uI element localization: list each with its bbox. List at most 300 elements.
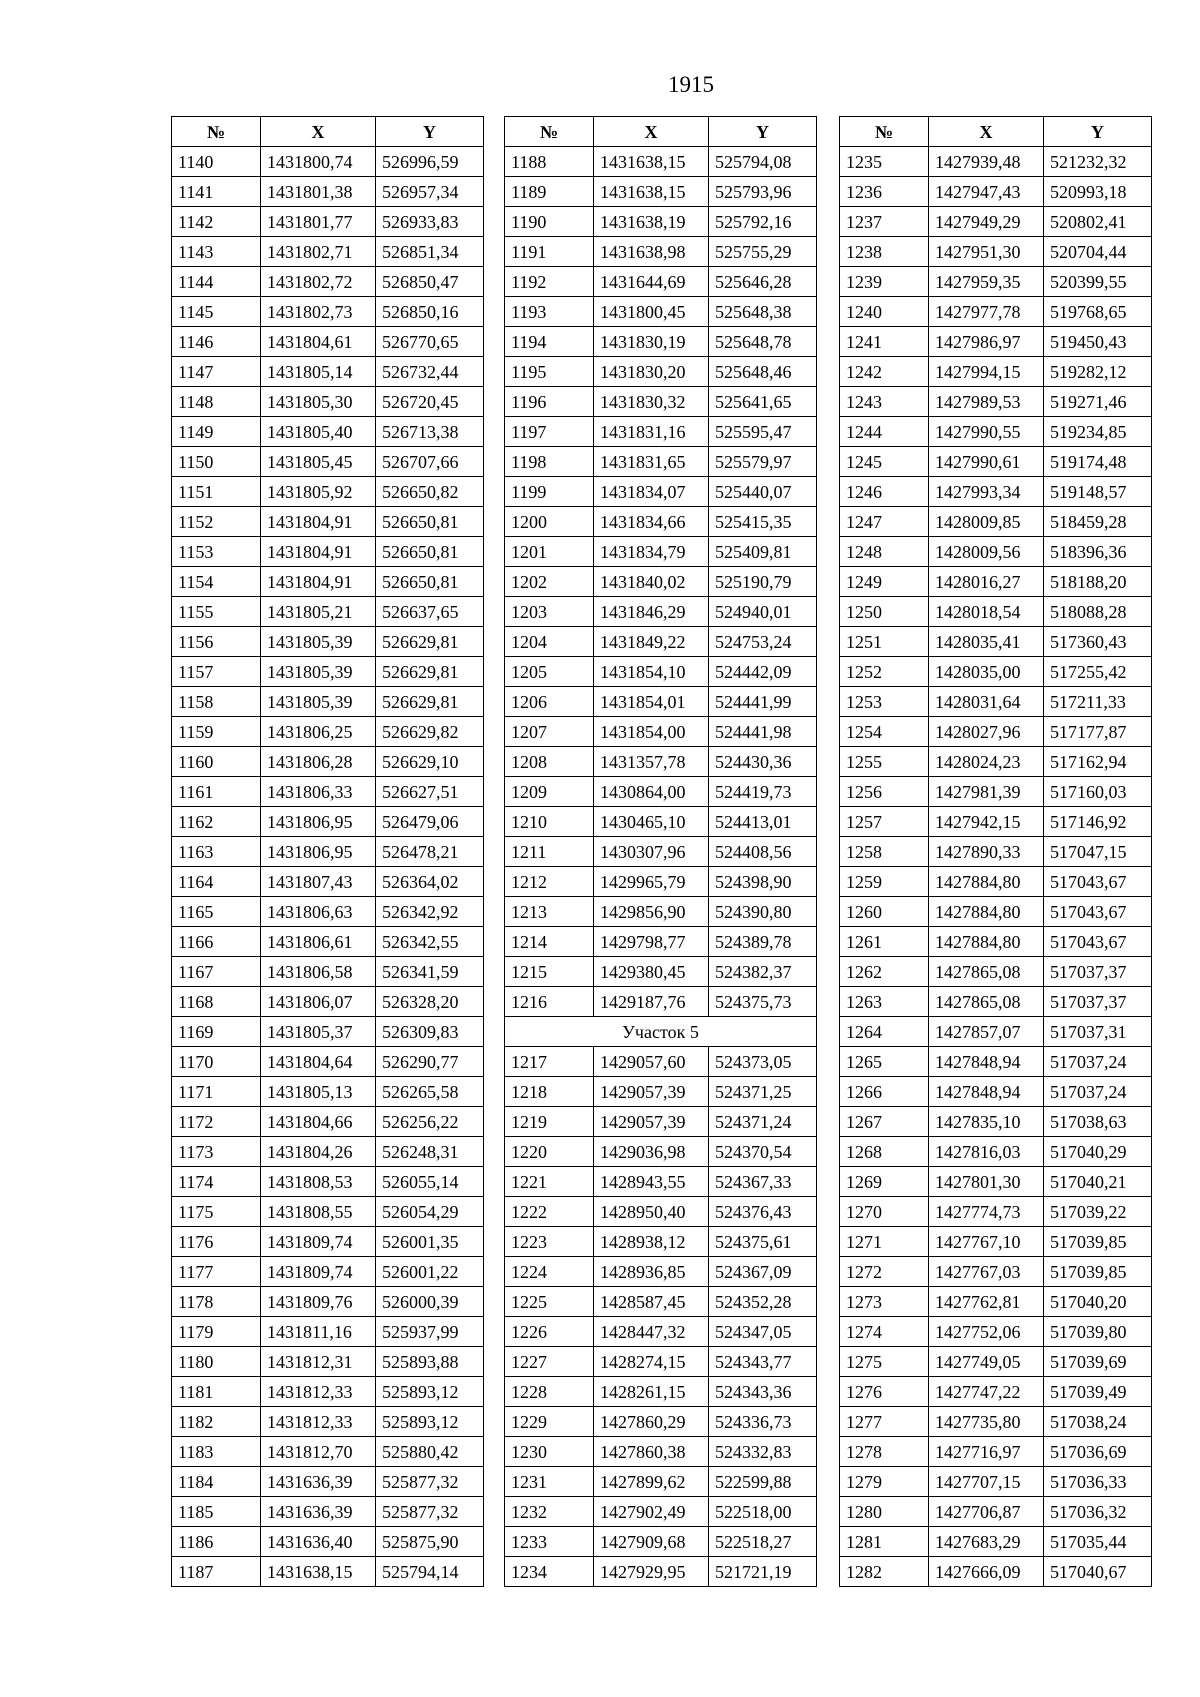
x-coordinate-cell: 1429057,39 <box>594 1077 709 1107</box>
coordinates-table-1 <box>171 116 484 1587</box>
y-coordinate-cell: 517037,37 <box>1044 987 1152 1017</box>
point-number-cell: 1162 <box>172 807 261 837</box>
point-number-cell: 1214 <box>505 927 594 957</box>
table-row <box>172 1167 484 1197</box>
table-row <box>505 927 817 957</box>
x-coordinate-cell: 1428261,15 <box>594 1377 709 1407</box>
table-row <box>172 177 484 207</box>
y-coordinate-cell: 525893,12 <box>376 1407 484 1437</box>
x-coordinate-cell: 1431846,29 <box>594 597 709 627</box>
y-coordinate-cell: 526650,81 <box>376 507 484 537</box>
point-number-cell: 1188 <box>505 147 594 177</box>
x-coordinate-cell: 1431638,15 <box>594 147 709 177</box>
table-row <box>505 897 817 927</box>
y-coordinate-cell: 521232,32 <box>1044 147 1152 177</box>
y-coordinate-cell: 526851,34 <box>376 237 484 267</box>
x-coordinate-cell: 1431854,00 <box>594 717 709 747</box>
table-row <box>840 1257 1152 1287</box>
point-number-cell: 1146 <box>172 327 261 357</box>
point-number-cell: 1233 <box>505 1527 594 1557</box>
x-coordinate-cell: 1431812,33 <box>261 1377 376 1407</box>
point-number-cell: 1258 <box>840 837 929 867</box>
x-coordinate-cell: 1431807,43 <box>261 867 376 897</box>
x-coordinate-cell: 1431806,95 <box>261 837 376 867</box>
x-coordinate-cell: 1427993,34 <box>929 477 1044 507</box>
table-row <box>505 1377 817 1407</box>
point-number-cell: 1184 <box>172 1467 261 1497</box>
point-number-cell: 1280 <box>840 1497 929 1527</box>
x-coordinate-cell: 1431830,32 <box>594 387 709 417</box>
coordinates-table-3 <box>839 116 1152 1587</box>
table-row <box>172 417 484 447</box>
y-coordinate-cell: 526629,81 <box>376 657 484 687</box>
table-row <box>172 837 484 867</box>
page-number: 1915 <box>668 72 714 97</box>
y-coordinate-cell: 525794,08 <box>709 147 817 177</box>
table-row <box>172 327 484 357</box>
header-number: № <box>505 117 594 147</box>
x-coordinate-cell: 1428035,00 <box>929 657 1044 687</box>
point-number-cell: 1271 <box>840 1227 929 1257</box>
table-row <box>840 837 1152 867</box>
x-coordinate-cell: 1431809,74 <box>261 1257 376 1287</box>
x-coordinate-cell: 1431854,01 <box>594 687 709 717</box>
point-number-cell: 1197 <box>505 417 594 447</box>
y-coordinate-cell: 525893,88 <box>376 1347 484 1377</box>
y-coordinate-cell: 524373,05 <box>709 1047 817 1077</box>
table-row <box>840 1347 1152 1377</box>
x-coordinate-cell: 1431806,07 <box>261 987 376 1017</box>
point-number-cell: 1267 <box>840 1107 929 1137</box>
point-number-cell: 1144 <box>172 267 261 297</box>
x-coordinate-cell: 1431806,28 <box>261 747 376 777</box>
table-row <box>505 417 817 447</box>
table-row <box>172 807 484 837</box>
header-x: X <box>594 117 709 147</box>
table-row <box>505 1107 817 1137</box>
table-row <box>505 1077 817 1107</box>
point-number-cell: 1240 <box>840 297 929 327</box>
header-x: X <box>261 117 376 147</box>
point-number-cell: 1261 <box>840 927 929 957</box>
table-row <box>172 297 484 327</box>
table-row <box>172 1497 484 1527</box>
x-coordinate-cell: 1428009,56 <box>929 537 1044 567</box>
table-row <box>172 1287 484 1317</box>
y-coordinate-cell: 517039,85 <box>1044 1257 1152 1287</box>
x-coordinate-cell: 1430465,10 <box>594 807 709 837</box>
x-coordinate-cell: 1427977,78 <box>929 297 1044 327</box>
point-number-cell: 1178 <box>172 1287 261 1317</box>
point-number-cell: 1260 <box>840 897 929 927</box>
x-coordinate-cell: 1427951,30 <box>929 237 1044 267</box>
point-number-cell: 1161 <box>172 777 261 807</box>
table-row <box>840 327 1152 357</box>
table-row <box>172 867 484 897</box>
y-coordinate-cell: 525190,79 <box>709 567 817 597</box>
x-coordinate-cell: 1427884,80 <box>929 867 1044 897</box>
x-coordinate-cell: 1427942,15 <box>929 807 1044 837</box>
x-coordinate-cell: 1431638,98 <box>594 237 709 267</box>
x-coordinate-cell: 1429187,76 <box>594 987 709 1017</box>
x-coordinate-cell: 1427683,29 <box>929 1527 1044 1557</box>
y-coordinate-cell: 524413,01 <box>709 807 817 837</box>
x-coordinate-cell: 1427835,10 <box>929 1107 1044 1137</box>
point-number-cell: 1225 <box>505 1287 594 1317</box>
point-number-cell: 1207 <box>505 717 594 747</box>
y-coordinate-cell: 517040,21 <box>1044 1167 1152 1197</box>
y-coordinate-cell: 525648,78 <box>709 327 817 357</box>
x-coordinate-cell: 1431804,66 <box>261 1107 376 1137</box>
x-coordinate-cell: 1427865,08 <box>929 957 1044 987</box>
y-coordinate-cell: 526001,35 <box>376 1227 484 1257</box>
x-coordinate-cell: 1427767,03 <box>929 1257 1044 1287</box>
point-number-cell: 1198 <box>505 447 594 477</box>
point-number-cell: 1145 <box>172 297 261 327</box>
x-coordinate-cell: 1431805,39 <box>261 657 376 687</box>
y-coordinate-cell: 517039,69 <box>1044 1347 1152 1377</box>
point-number-cell: 1272 <box>840 1257 929 1287</box>
x-coordinate-cell: 1429036,98 <box>594 1137 709 1167</box>
x-coordinate-cell: 1431805,92 <box>261 477 376 507</box>
y-coordinate-cell: 524940,01 <box>709 597 817 627</box>
table-row <box>505 1437 817 1467</box>
table-row <box>505 1287 817 1317</box>
y-coordinate-cell: 524390,80 <box>709 897 817 927</box>
table-row <box>840 1167 1152 1197</box>
x-coordinate-cell: 1427949,29 <box>929 207 1044 237</box>
y-coordinate-cell: 526341,59 <box>376 957 484 987</box>
x-coordinate-cell: 1431812,33 <box>261 1407 376 1437</box>
section-title: Участок 5 <box>505 1017 817 1047</box>
table-row <box>840 1467 1152 1497</box>
table-row <box>840 1227 1152 1257</box>
y-coordinate-cell: 525755,29 <box>709 237 817 267</box>
table-row <box>505 477 817 507</box>
point-number-cell: 1216 <box>505 987 594 1017</box>
point-number-cell: 1170 <box>172 1047 261 1077</box>
point-number-cell: 1243 <box>840 387 929 417</box>
y-coordinate-cell: 526342,55 <box>376 927 484 957</box>
y-coordinate-cell: 517038,24 <box>1044 1407 1152 1437</box>
point-number-cell: 1153 <box>172 537 261 567</box>
y-coordinate-cell: 517040,29 <box>1044 1137 1152 1167</box>
table-row <box>172 507 484 537</box>
x-coordinate-cell: 1427767,10 <box>929 1227 1044 1257</box>
y-coordinate-cell: 517037,24 <box>1044 1077 1152 1107</box>
y-coordinate-cell: 524398,90 <box>709 867 817 897</box>
x-coordinate-cell: 1429798,77 <box>594 927 709 957</box>
point-number-cell: 1217 <box>505 1047 594 1077</box>
point-number-cell: 1159 <box>172 717 261 747</box>
y-coordinate-cell: 524389,78 <box>709 927 817 957</box>
table-row <box>172 477 484 507</box>
y-coordinate-cell: 526290,77 <box>376 1047 484 1077</box>
point-number-cell: 1165 <box>172 897 261 927</box>
x-coordinate-cell: 1427848,94 <box>929 1077 1044 1107</box>
point-number-cell: 1203 <box>505 597 594 627</box>
x-coordinate-cell: 1431804,64 <box>261 1047 376 1077</box>
table-row <box>172 687 484 717</box>
table-row <box>840 507 1152 537</box>
point-number-cell: 1253 <box>840 687 929 717</box>
y-coordinate-cell: 517043,67 <box>1044 867 1152 897</box>
header-y: Y <box>376 117 484 147</box>
table-row <box>505 1347 817 1377</box>
y-coordinate-cell: 519148,57 <box>1044 477 1152 507</box>
y-coordinate-cell: 524382,37 <box>709 957 817 987</box>
x-coordinate-cell: 1428031,64 <box>929 687 1044 717</box>
y-coordinate-cell: 518396,36 <box>1044 537 1152 567</box>
x-coordinate-cell: 1431831,16 <box>594 417 709 447</box>
point-number-cell: 1252 <box>840 657 929 687</box>
y-coordinate-cell: 524441,98 <box>709 717 817 747</box>
point-number-cell: 1191 <box>505 237 594 267</box>
point-number-cell: 1246 <box>840 477 929 507</box>
y-coordinate-cell: 526342,92 <box>376 897 484 927</box>
header-number: № <box>172 117 261 147</box>
table-row <box>172 987 484 1017</box>
y-coordinate-cell: 525794,14 <box>376 1557 484 1587</box>
point-number-cell: 1204 <box>505 627 594 657</box>
x-coordinate-cell: 1428587,45 <box>594 1287 709 1317</box>
table-row <box>840 867 1152 897</box>
table-row <box>172 1047 484 1077</box>
y-coordinate-cell: 525595,47 <box>709 417 817 447</box>
table-row <box>172 1227 484 1257</box>
y-coordinate-cell: 525409,81 <box>709 537 817 567</box>
point-number-cell: 1279 <box>840 1467 929 1497</box>
table-row <box>840 1017 1152 1047</box>
table-row <box>840 1047 1152 1077</box>
x-coordinate-cell: 1428016,27 <box>929 567 1044 597</box>
x-coordinate-cell: 1431805,14 <box>261 357 376 387</box>
x-coordinate-cell: 1428274,15 <box>594 1347 709 1377</box>
table-row <box>505 807 817 837</box>
y-coordinate-cell: 518188,20 <box>1044 567 1152 597</box>
table-row <box>172 1257 484 1287</box>
x-coordinate-cell: 1427990,61 <box>929 447 1044 477</box>
point-number-cell: 1140 <box>172 147 261 177</box>
point-number-cell: 1220 <box>505 1137 594 1167</box>
y-coordinate-cell: 517037,37 <box>1044 957 1152 987</box>
x-coordinate-cell: 1431834,79 <box>594 537 709 567</box>
table-row <box>505 1407 817 1437</box>
point-number-cell: 1192 <box>505 267 594 297</box>
table-row <box>172 957 484 987</box>
x-coordinate-cell: 1431638,15 <box>261 1557 376 1587</box>
x-coordinate-cell: 1431806,95 <box>261 807 376 837</box>
table-row <box>172 567 484 597</box>
point-number-cell: 1194 <box>505 327 594 357</box>
point-number-cell: 1168 <box>172 987 261 1017</box>
y-coordinate-cell: 517039,22 <box>1044 1197 1152 1227</box>
x-coordinate-cell: 1427749,05 <box>929 1347 1044 1377</box>
header-x: X <box>929 117 1044 147</box>
table-row <box>840 447 1152 477</box>
y-coordinate-cell: 526629,82 <box>376 717 484 747</box>
point-number-cell: 1238 <box>840 237 929 267</box>
point-number-cell: 1181 <box>172 1377 261 1407</box>
table-row <box>505 267 817 297</box>
y-coordinate-cell: 526720,45 <box>376 387 484 417</box>
point-number-cell: 1189 <box>505 177 594 207</box>
point-number-cell: 1266 <box>840 1077 929 1107</box>
y-coordinate-cell: 526629,10 <box>376 747 484 777</box>
x-coordinate-cell: 1431808,55 <box>261 1197 376 1227</box>
point-number-cell: 1281 <box>840 1527 929 1557</box>
table-row <box>840 597 1152 627</box>
x-coordinate-cell: 1431806,33 <box>261 777 376 807</box>
x-coordinate-cell: 1431638,15 <box>594 177 709 207</box>
x-coordinate-cell: 1427801,30 <box>929 1167 1044 1197</box>
table-row <box>172 237 484 267</box>
x-coordinate-cell: 1427929,95 <box>594 1557 709 1587</box>
y-coordinate-cell: 524371,25 <box>709 1077 817 1107</box>
table-row <box>840 747 1152 777</box>
x-coordinate-cell: 1431636,39 <box>261 1467 376 1497</box>
x-coordinate-cell: 1427860,29 <box>594 1407 709 1437</box>
x-coordinate-cell: 1428024,23 <box>929 747 1044 777</box>
table-row <box>172 1197 484 1227</box>
point-number-cell: 1199 <box>505 477 594 507</box>
y-coordinate-cell: 525646,28 <box>709 267 817 297</box>
point-number-cell: 1256 <box>840 777 929 807</box>
y-coordinate-cell: 517043,67 <box>1044 897 1152 927</box>
point-number-cell: 1175 <box>172 1197 261 1227</box>
x-coordinate-cell: 1429856,90 <box>594 897 709 927</box>
table-row <box>505 1197 817 1227</box>
y-coordinate-cell: 518088,28 <box>1044 597 1152 627</box>
table-row <box>172 1407 484 1437</box>
y-coordinate-cell: 526364,02 <box>376 867 484 897</box>
point-number-cell: 1273 <box>840 1287 929 1317</box>
x-coordinate-cell: 1431830,19 <box>594 327 709 357</box>
x-coordinate-cell: 1429057,39 <box>594 1107 709 1137</box>
x-coordinate-cell: 1427990,55 <box>929 417 1044 447</box>
table-row <box>505 147 817 177</box>
point-number-cell: 1158 <box>172 687 261 717</box>
x-coordinate-cell: 1431804,91 <box>261 567 376 597</box>
table-row <box>505 1047 817 1077</box>
point-number-cell: 1206 <box>505 687 594 717</box>
table-row <box>840 267 1152 297</box>
x-coordinate-cell: 1428027,96 <box>929 717 1044 747</box>
table-row <box>505 177 817 207</box>
y-coordinate-cell: 526650,81 <box>376 567 484 597</box>
point-number-cell: 1174 <box>172 1167 261 1197</box>
x-coordinate-cell: 1430864,00 <box>594 777 709 807</box>
y-coordinate-cell: 517036,32 <box>1044 1497 1152 1527</box>
y-coordinate-cell: 526850,47 <box>376 267 484 297</box>
x-coordinate-cell: 1428950,40 <box>594 1197 709 1227</box>
y-coordinate-cell: 517038,63 <box>1044 1107 1152 1137</box>
y-coordinate-cell: 526256,22 <box>376 1107 484 1137</box>
table-row <box>172 1437 484 1467</box>
point-number-cell: 1196 <box>505 387 594 417</box>
x-coordinate-cell: 1431644,69 <box>594 267 709 297</box>
y-coordinate-cell: 524343,77 <box>709 1347 817 1377</box>
table-row <box>840 1317 1152 1347</box>
point-number-cell: 1163 <box>172 837 261 867</box>
table-row <box>840 387 1152 417</box>
table-row <box>840 537 1152 567</box>
table-row <box>505 1317 817 1347</box>
x-coordinate-cell: 1427860,38 <box>594 1437 709 1467</box>
point-number-cell: 1193 <box>505 297 594 327</box>
x-coordinate-cell: 1427865,08 <box>929 987 1044 1017</box>
point-number-cell: 1278 <box>840 1437 929 1467</box>
y-coordinate-cell: 526479,06 <box>376 807 484 837</box>
point-number-cell: 1211 <box>505 837 594 867</box>
point-number-cell: 1208 <box>505 747 594 777</box>
y-coordinate-cell: 524347,05 <box>709 1317 817 1347</box>
y-coordinate-cell: 517040,67 <box>1044 1557 1152 1587</box>
y-coordinate-cell: 517360,43 <box>1044 627 1152 657</box>
y-coordinate-cell: 524375,61 <box>709 1227 817 1257</box>
header-number: № <box>840 117 929 147</box>
table-row <box>172 267 484 297</box>
table-row <box>840 1287 1152 1317</box>
table-row <box>505 1137 817 1167</box>
table-row <box>505 357 817 387</box>
point-number-cell: 1241 <box>840 327 929 357</box>
point-number-cell: 1169 <box>172 1017 261 1047</box>
point-number-cell: 1227 <box>505 1347 594 1377</box>
point-number-cell: 1200 <box>505 507 594 537</box>
x-coordinate-cell: 1431801,38 <box>261 177 376 207</box>
point-number-cell: 1173 <box>172 1137 261 1167</box>
x-coordinate-cell: 1431805,39 <box>261 687 376 717</box>
point-number-cell: 1201 <box>505 537 594 567</box>
table-row <box>505 957 817 987</box>
table-row <box>840 1407 1152 1437</box>
y-coordinate-cell: 517040,20 <box>1044 1287 1152 1317</box>
y-coordinate-cell: 519271,46 <box>1044 387 1152 417</box>
table-header-row <box>505 117 817 147</box>
y-coordinate-cell: 517036,69 <box>1044 1437 1152 1467</box>
header-y: Y <box>1044 117 1152 147</box>
table-row <box>505 567 817 597</box>
table-row <box>505 447 817 477</box>
y-coordinate-cell: 522518,00 <box>709 1497 817 1527</box>
x-coordinate-cell: 1431806,61 <box>261 927 376 957</box>
point-number-cell: 1164 <box>172 867 261 897</box>
table-row <box>172 147 484 177</box>
table-row <box>172 1137 484 1167</box>
x-coordinate-cell: 1428035,41 <box>929 627 1044 657</box>
table-row <box>840 807 1152 837</box>
x-coordinate-cell: 1431801,77 <box>261 207 376 237</box>
point-number-cell: 1248 <box>840 537 929 567</box>
point-number-cell: 1234 <box>505 1557 594 1587</box>
point-number-cell: 1270 <box>840 1197 929 1227</box>
point-number-cell: 1247 <box>840 507 929 537</box>
y-coordinate-cell: 517211,33 <box>1044 687 1152 717</box>
x-coordinate-cell: 1431854,10 <box>594 657 709 687</box>
table-row <box>840 657 1152 687</box>
point-number-cell: 1171 <box>172 1077 261 1107</box>
y-coordinate-cell: 517160,03 <box>1044 777 1152 807</box>
table-row <box>505 777 817 807</box>
x-coordinate-cell: 1428938,12 <box>594 1227 709 1257</box>
table-row <box>840 717 1152 747</box>
x-coordinate-cell: 1431638,19 <box>594 207 709 237</box>
y-coordinate-cell: 522599,88 <box>709 1467 817 1497</box>
point-number-cell: 1242 <box>840 357 929 387</box>
x-coordinate-cell: 1429057,60 <box>594 1047 709 1077</box>
y-coordinate-cell: 526478,21 <box>376 837 484 867</box>
